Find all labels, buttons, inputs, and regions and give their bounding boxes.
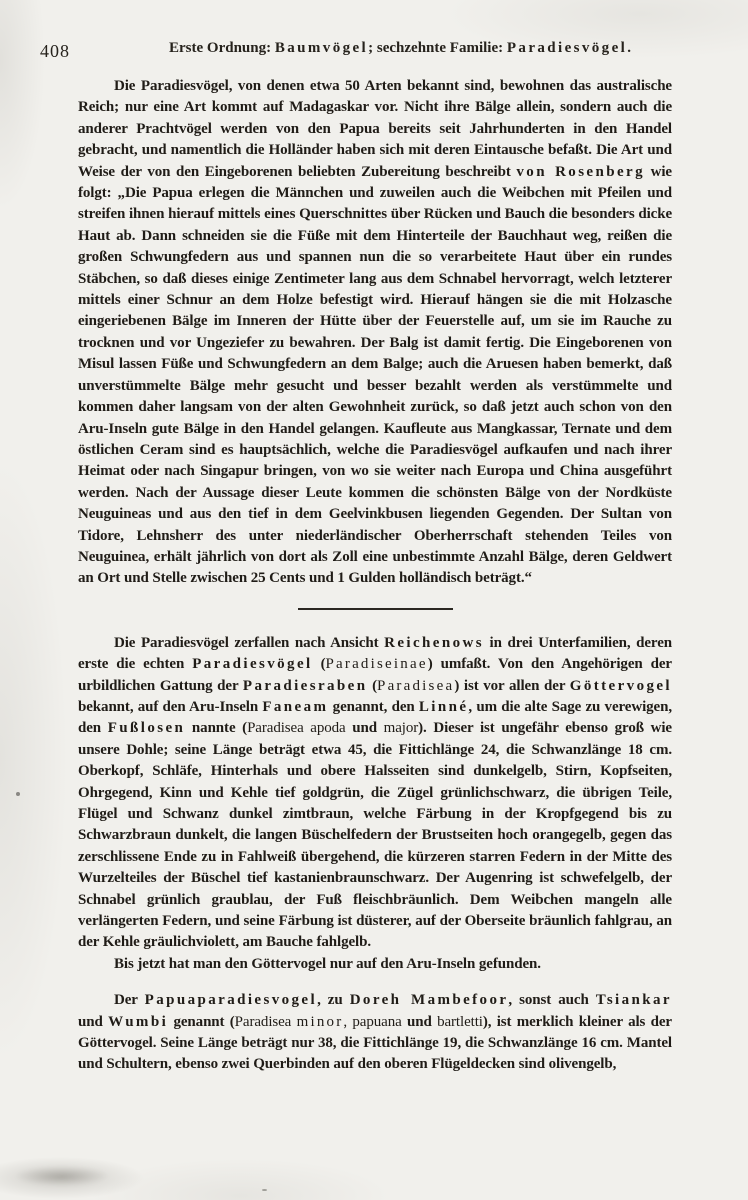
paragraph-classification-goettervogel: [78, 633, 672, 954]
text-segment: nannte (: [185, 720, 248, 737]
paragraph-papuaparadiesvogel: [78, 990, 672, 1076]
scan-speck: [16, 792, 20, 796]
text-segment: Reichenows: [384, 634, 484, 651]
text-segment: Faneam: [262, 698, 329, 715]
text-segment: und: [401, 1013, 438, 1030]
text-segment: Doreh Mambefoor: [349, 992, 509, 1009]
text-segment: und: [78, 1013, 109, 1030]
text-segment: major: [383, 720, 419, 737]
text-segment: von Rosenberg: [516, 163, 645, 180]
running-header-title: [108, 40, 692, 57]
paragraph-trade-of-skins: [78, 76, 672, 590]
text-segment: genannt, den: [328, 698, 419, 715]
text-segment: Die Paradiesvögel zerfallen nach Ansicht: [114, 634, 385, 651]
text-segment: in drei Unterfamilien, deren erste die echten: [78, 634, 672, 673]
text-segment: ). Dieser ist ungefähr ebenso groß wie unsere Dohle; seine Länge beträgt etwa 45, die Fittichlänge 24, die Schwanzlänge 18 cm. Oberkopf, Schläfe, Hinterhals und obere Halsseiten sind dunkelgelb, Stirn, Kopfseiten, Ohrgegend, Kinn und Kehle tief goldgrün, die Zügel grünlichschwarz, die übrigen Teile, Flügel und Schwanz dunkel zimtbraun, welche Färbung in der Kropfgegend bis zu Schwarzbraun dunkelt, die langen Büschelfedern der Brustseiten hoch orangegelb, gegen das zerschlissene Ende zu in Fahlweiß übergehend, die kürzeren starren Federn in der Mitte des Wurzelteiles der Büschel tief kastanienbraunschwarz. Der Augenring ist schwefelgelb, der Schnabel grünlich graublau, der Fuß fleischbräunlich. Dem Weibchen mangeln alle verlängerten Federn, und seine Färbung ist düsterer, auf der Oberseite bräunlich fahlgrau, an der Kehle gräulichviolett, am Bauche fahlgelb.: [78, 720, 672, 951]
page-body: [78, 76, 672, 1076]
text-segment: Der: [114, 992, 145, 1009]
scan-smudge: [14, 1166, 110, 1186]
text-segment: Paradiesvögel: [192, 656, 313, 673]
text-segment: Papuaparadiesvogel: [144, 992, 318, 1009]
text-segment: .: [627, 40, 631, 56]
text-segment: ; sechzehnte Familie:: [368, 40, 507, 56]
text-segment: Baumvögel: [274, 40, 369, 56]
text-segment: wie folgt: „Die Papua erlegen die Männchen und zuweilen auch die Weibchen mit Pfeilen und streifen ihnen hierauf mittels eines Querschnittes über Rücken und Bauch die besonders dicke Haut ab. Dann schneiden sie die Füße mit dem Hinterteile der Bauchhaut weg, reißen die großen Schwungfedern aus und spannen nun die so verarbeitete Haut über ein rundes Stäbchen, so daß dieses einige Zentimeter lang aus dem Schnabel hervorragt, welch letzterer mittels einer Schnur an dem Holze befestigt wird. Hierauf hängen sie die mit Holzasche eingeriebenen Bälge im Inneren der Hütte über der Feuerstelle auf, um sie im Rauche zu trocknen und vor Ungeziefer zu bewahren. Der Balg ist damit fertig. Die Eingeborenen von Misul lassen Füße und Schwungfedern an dem Balge; auch die Aruesen haben bemerkt, daß unverstümmelte Bälge mehr gesucht und besser bezahlt werden als verstümmelte und kommen daher langsam von der alten Gewohnheit zurück, so daß jetzt auch schon von den Aru-Inseln gute Bälge in den Handel gelangen. Kaufleute aus Mangkassar, Ternate und dem östlichen Ceram sind es hauptsächlich, welche die Paradiesvögel aufkaufen und nach ihrer Heimat oder nach Singapur bringen, von wo sie weiter nach Europa und China ausgeführt werden. Nach der Aussage dieser Leute kommen die schönsten Bälge von der Nordküste Neuguineas und aus den tief in dem Geelvinkbusen liegenden Gegenden. Der Sultan von Tidore, Lehnsherr des unter niederländischer Oberherrschaft stehenden Teiles von Neuguinea, erhält jährlich von dort als Zoll eine unbestimmte Anzahl Bälge, deren Geldwert an Ort und Stelle zwischen 25 Cents und 1 Gulden holländisch beträgt.“: [78, 163, 672, 587]
running-header: [40, 40, 692, 62]
text-segment: bekannt, auf den Aru-Inseln: [78, 698, 263, 715]
text-segment: und: [345, 720, 384, 737]
text-segment: , zu: [317, 992, 350, 1009]
text-segment: Erste Ordnung:: [169, 40, 275, 56]
text-segment: Linné: [418, 698, 469, 715]
text-segment: Paradiseinae: [325, 656, 428, 673]
text-segment: ) ist vor allen der: [454, 677, 570, 694]
text-segment: Paradiesvögel: [506, 40, 628, 56]
text-segment: ) umfaßt. Von den Angehörigen der urbildlichen Gattung der: [78, 656, 672, 694]
paragraph-aru-islands-note: [78, 954, 672, 975]
text-segment: ), ist merklich kleiner als der Göttervogel. Seine Länge beträgt nur 38, die Fittichlänge 19, die Schwanzlänge 16 cm. Mantel und Schultern, ebenso zwei Querbinden auf den oberen Flügeldecken sind olivengelb,: [78, 1013, 672, 1073]
text-segment: Die Paradiesvögel, von denen etwa 50 Arten bekannt sind, bewohnen das australische Reich; nur eine Art kommt auf Madagaskar vor. Nicht ihre Bälge allein, sondern auch die anderer Prachtvögel werden von den Papua bereits seit Jahrhunderten in den Handel gebracht, und namentlich die Holländer haben sich mit deren Eintausche befaßt. Die Art und Weise der von den Eingeborenen beliebten Zubereitung beschreibt: [78, 78, 672, 180]
text-segment: (: [312, 656, 326, 673]
text-segment: genannt (: [168, 1013, 235, 1030]
text-segment: , um die alte Sage zu verewigen, den: [78, 698, 672, 737]
page-number: 408: [40, 41, 70, 61]
text-segment: ,: [343, 1013, 353, 1030]
text-segment: Paradiesraben: [242, 677, 368, 694]
text-segment: bartletti: [437, 1013, 483, 1030]
scan-speck: [262, 1189, 267, 1191]
text-segment: , sonst auch: [508, 992, 596, 1009]
text-segment: Paradisea: [234, 1013, 297, 1030]
text-segment: Göttervogel: [569, 677, 672, 694]
text-segment: Paradisea apoda: [247, 720, 346, 737]
text-segment: minor: [296, 1013, 344, 1030]
section-divider: [298, 608, 453, 610]
text-segment: Paradisea: [377, 677, 455, 694]
text-segment: Bis jetzt hat man den Göttervogel nur auf den Aru-Inseln gefunden.: [114, 955, 541, 972]
text-segment: Tsiankar: [595, 992, 672, 1009]
text-segment: (: [367, 677, 378, 694]
text-segment: Wumbi: [108, 1013, 169, 1030]
text-segment: papuana: [352, 1013, 402, 1030]
text-segment: Fußlosen: [107, 720, 186, 737]
